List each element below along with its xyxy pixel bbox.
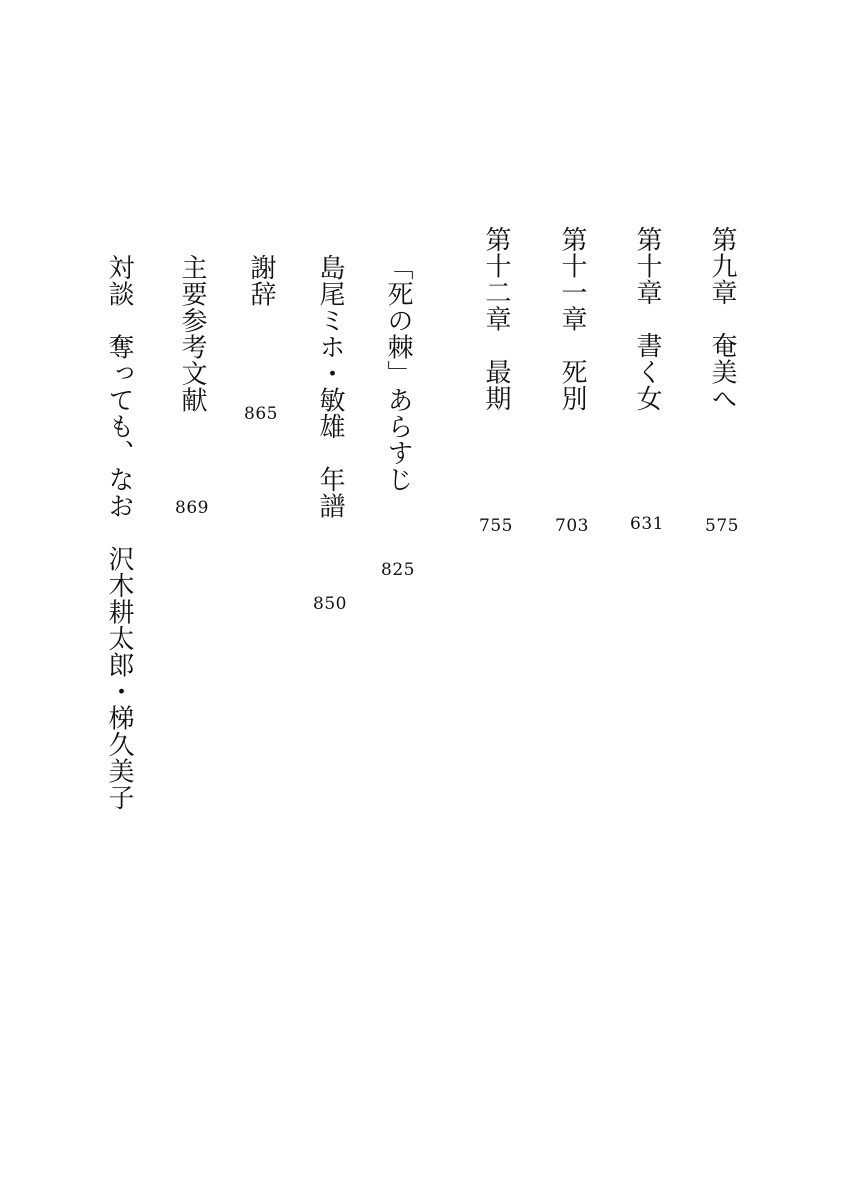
toc-entry-title: 謝辞: [246, 254, 276, 307]
toc-entry-title: 「死の棘」あらすじ: [383, 254, 413, 493]
toc-entry-page-number: 575: [705, 516, 739, 536]
toc-entry-page-number: 865: [244, 404, 278, 424]
toc-entry-page-number: 755: [479, 516, 513, 536]
toc-entry-title: 主要参考文献: [177, 254, 207, 413]
toc-entry-title: 対談 奪っても、なお 沢木耕太郎・梯久美子: [104, 254, 134, 811]
toc-entry-title: 第十二章 最期: [481, 226, 511, 412]
toc-entry-page-number: 703: [555, 516, 589, 536]
toc-entry-title: 第九章 奄美へ: [707, 226, 737, 412]
toc-entry-title: 第十章 書く女: [632, 226, 662, 412]
toc-entry-page-number: 850: [313, 594, 347, 614]
toc-entry-page-number: 869: [175, 498, 209, 518]
toc-entry-title: 島尾ミホ・敏雄 年譜: [315, 254, 345, 519]
toc-entry-page-number: 631: [630, 514, 664, 534]
toc-entry-title: 第十一章 死別: [557, 226, 587, 412]
toc-entry-page-number: 825: [381, 560, 415, 580]
